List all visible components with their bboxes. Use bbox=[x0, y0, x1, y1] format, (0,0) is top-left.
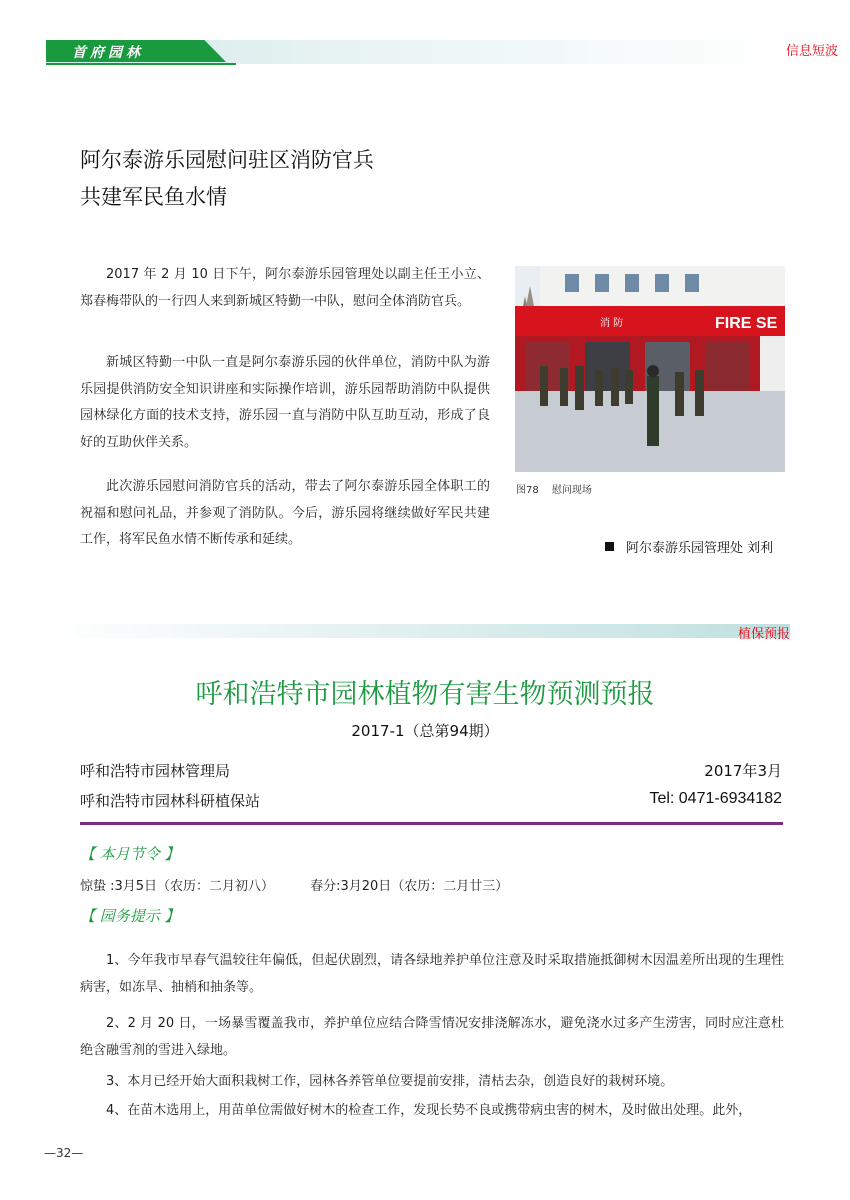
photo-illustration bbox=[515, 266, 785, 472]
garden-tips-heading: 【 园务提示 】 bbox=[80, 907, 180, 925]
solar-term-heading: 【 本月节令 】 bbox=[80, 845, 180, 863]
tip-paragraph: 1、今年我市早春气温较往年偏低，但起伏剧烈，请各绿地养护单位注意及时采取措施抵御树木因温差所出现的生理性病害，如冻旱、抽梢和抽条等。 bbox=[80, 953, 784, 995]
author-text: 阿尔泰游乐园管理处 刘利 bbox=[626, 541, 774, 556]
article-paragraph: 2017 年 2 月 10 日下午，阿尔泰游乐园管理处以副主任王小立、郑春梅带队的一行四人来到新城区特勤一中队，慰问全体消防官兵。 bbox=[80, 267, 490, 309]
section-label-plant-protection: 植保预报 bbox=[737, 627, 790, 642]
page-number: —32— bbox=[44, 1146, 84, 1160]
photo-caption: 图78 慰问现场 bbox=[516, 485, 592, 496]
article-title-line2: 共建军民鱼水情 bbox=[80, 185, 227, 209]
article-paragraph: 新城区特勤一中队一直是阿尔泰游乐园的伙伴单位，消防中队为游乐园提供消防安全知识讲座和实际操作培训，游乐园帮助消防中队提供园林绿化方面的技术支持，游乐园一直与消防中队互助互动，形成了良好的互助伙伴关系。 bbox=[80, 355, 490, 450]
door-sign-text: 消 防 bbox=[600, 318, 624, 329]
header-underline bbox=[46, 63, 236, 65]
tip-paragraph: 4、在苗木选用上，用苗单位需做好树木的检查工作，发现长势不良或携带病虫害的树木，及时做出处理。此外， bbox=[106, 1103, 752, 1118]
section-band bbox=[48, 624, 790, 638]
article-author bbox=[605, 537, 773, 556]
tip-paragraph: 2、2 月 20 日，一场暴雪覆盖我市，养护单位应结合降雪情况安排浇解冻水，避免浇水过多产生涝害，同时应注意杜绝含融雪剂的雪进入绿地。 bbox=[80, 1016, 784, 1058]
telephone: Tel: 0471-6934182 bbox=[649, 790, 782, 807]
solar-term-jingzhe: 惊蛰 :3月5日（农历：二月初八） bbox=[80, 879, 275, 894]
article-paragraph: 此次游乐园慰问消防官兵的活动，带去了阿尔泰游乐园全体职工的祝福和慰问礼品，并参观了消防队。今后，游乐园将继续做好军民共建工作，将军民鱼水情不断传承和延续。 bbox=[80, 479, 490, 547]
issue-date: 2017年3月 bbox=[704, 762, 782, 780]
solar-term-chunfen: 春分:3月20日（农历：二月廿三） bbox=[310, 879, 509, 894]
tip-paragraph: 3、本月已经开始大面积栽树工作，园林各养管单位要提前安排，清枯去杂，创造良好的栽树环境。 bbox=[106, 1074, 674, 1089]
purple-divider bbox=[80, 822, 783, 825]
org-bureau: 呼和浩特市园林管理局 bbox=[80, 762, 231, 780]
fire-sign-text: FIRE SE bbox=[715, 315, 778, 332]
section-label-news: 信息短波 bbox=[785, 44, 838, 59]
solar-term-line bbox=[80, 875, 508, 894]
issue-number: 2017-1（总第94期） bbox=[351, 722, 499, 740]
fire-station-photo bbox=[515, 266, 785, 472]
forecast-title: 呼和浩特市园林植物有害生物预测预报 bbox=[195, 679, 655, 710]
org-station: 呼和浩特市园林科研植保站 bbox=[80, 792, 261, 810]
article-title-line1: 阿尔泰游乐园慰问驻区消防官兵 bbox=[80, 148, 374, 172]
bullet-square-icon bbox=[605, 542, 614, 551]
header-tab-text: 首府园林 bbox=[72, 45, 144, 61]
